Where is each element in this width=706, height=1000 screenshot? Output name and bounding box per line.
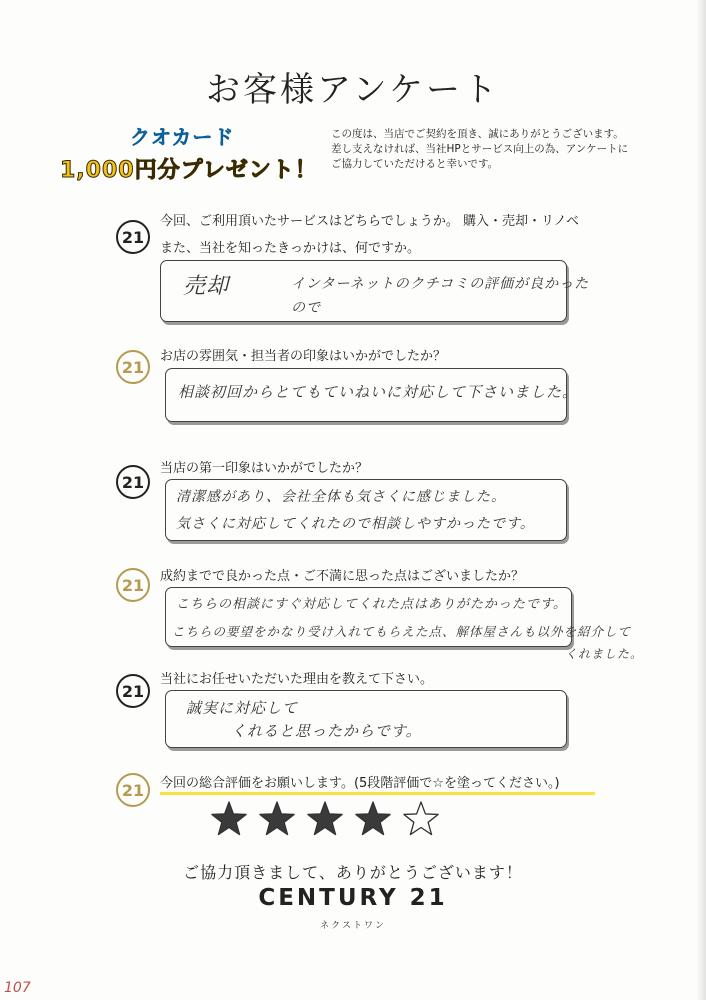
answer-box-2[interactable] [165,368,579,422]
answer-4-line-2: こちらの要望をかなり受け入れてもらえた点、解体屋さんも以外を紹介して [172,624,632,639]
intro-line: この度は、当店でご契約を頂き、誠にありがとうございます。 [331,128,624,140]
page-title: お客様アンケート [206,70,500,110]
answer-box-1[interactable] [160,260,590,322]
rating-highlight-underline [160,792,595,795]
answer-box-3[interactable] [165,479,567,541]
intro-text [331,127,691,172]
star-filled-icon[interactable] [258,800,296,838]
intro-line: 差し支えなければ、当社HPとサービス向上の為、アンケートに [331,143,629,155]
answer-5-line-1: 誠実に対応して [186,699,299,717]
thanks-message: ご協力頂きまして、ありがとうございます！ [183,863,523,882]
answer-1-line-1: インターネットのクチコミの評価が良かった [291,276,590,292]
page-number-mark: 107 [4,980,31,996]
star-empty-icon[interactable] [402,800,440,838]
century21-logo-icon: 21 [116,674,150,708]
rating-stars[interactable] [210,800,440,838]
question-2: お店の雰囲気・担当者の印象はいかがでしたか？ [160,349,447,364]
answer-5-line-2: くれると思ったからです。 [231,722,422,740]
answer-4-line-1: こちらの相談にすぐ対応してくれた点はありがたかったです。 [176,597,567,612]
star-filled-icon[interactable] [210,800,248,838]
brand-subtitle: ネクストワン [320,921,386,931]
question-3: 当店の第一印象はいかがでしたか？ [160,461,369,476]
answer-3-line-1: 清潔感があり、会社全体も気さくに感じました。 [176,489,506,505]
century21-logo-icon: 21 [116,465,150,499]
page-edge-shadow [696,0,706,1000]
intro-line: ご協力していただけると幸いです。 [331,158,499,170]
century21-logo-icon: 21 [116,773,150,807]
answer-4-line-3: くれました。 [565,647,644,661]
answer-1-service: 売却 [183,274,230,299]
rating-question: 今回の総合評価をお願いします。(5段階評価で☆を塗ってください。) [160,776,560,791]
quo-card-label: クオカード [130,125,235,149]
century21-logo-icon: 21 [116,568,150,602]
answer-box-5[interactable] [165,690,567,748]
question-1-line-1: 今回、ご利用頂いたサービスはどちらでしょうか。 購入・売却・リノベ [160,214,579,229]
answer-1-line-2: ので [291,300,321,316]
question-4: 成約までで良かった点・ご不満に思った点はございましたか？ [160,569,525,584]
answer-2-line-1: 相談初回からとてもていねいに対応して下さいました。 [178,383,579,401]
century21-logo-icon: 21 [116,220,150,254]
star-filled-icon[interactable] [354,800,392,838]
star-filled-icon[interactable] [306,800,344,838]
question-1-line-2: また、当社を知ったきっかけは、何ですか。 [160,241,421,256]
answer-3-line-2: 気さくに対応してくれたので相談しやすかったです。 [176,516,535,532]
present-label: 1,000円分プレゼント！ [60,158,318,183]
question-5: 当社にお任せいただいた理由を教えて下さい。 [160,672,434,687]
century21-logo-icon: 21 [116,350,150,384]
century21-logo: CENTURY 21 [258,885,448,911]
